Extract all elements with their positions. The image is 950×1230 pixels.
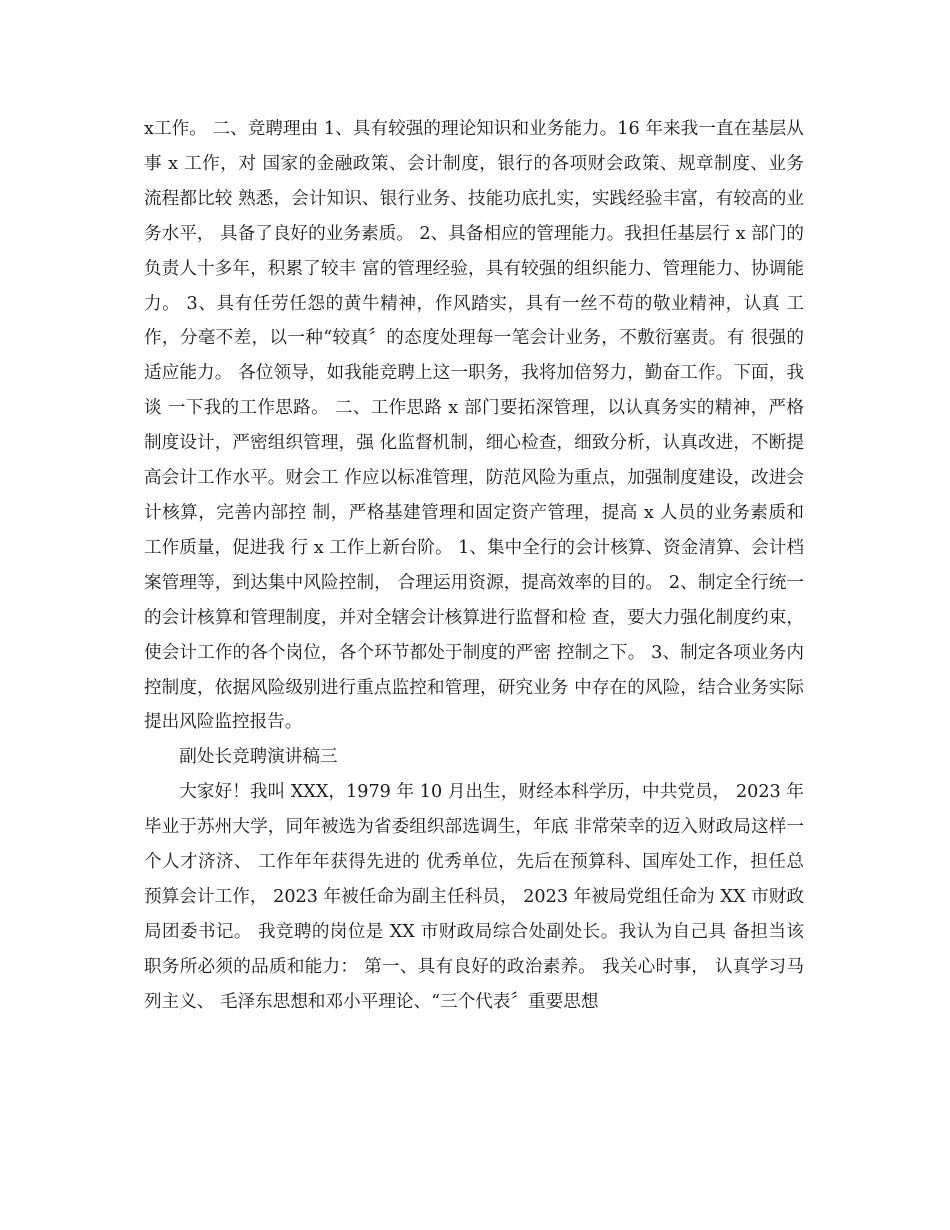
document-body [144,112,804,1020]
body-paragraph: x工作。 二、竞聘理由 1、具有较强的理论知识和业务能力。16 年来我一直在基层从事 x 工作，对 国家的金融政策、会计制度，银行的各项财会政策、规章制度、业务流程都比较 熟悉，会计知识、银行业务、技能功底扎实，实践经验丰富，有较高的业务水平， 具备了良好的业务素质。 2、具备相应的管理能力。我担任基层行 x 部门的负责人十多年，积累了较丰 富的管理经验，具有较强的组织能力、管理能力、协调能力。 3、具有任劳任怨的黄牛精神，作风踏实，具有一丝不苟的敬业精神，认真 工作，分毫不差，以一种“较真〞的态度处理每一笔会计业务，不敷衍塞责。有 很强的适应能力。 各位领导，如我能竞聘上这一职务，我将加倍努力，勤奋工作。下面，我谈 一下我的工作思路。 二、工作思路 x 部门要拓深管理，以认真务实的精神，严格制度设计，严密组织管理，强 化监督机制，细心检查，细致分析，认真改进，不断提高会计工作水平。财会工 作应以标准管理，防范风险为重点，加强制度建设，改进会计核算，完善内部控 制，严格基建管理和固定资产管理，提高 x 人员的业务素质和工作质量，促进我 行 x 工作上新台阶。 1、集中全行的会计核算、资金清算、会计档案管理等，到达集中风险控制， 合理运用资源，提高效率的目的。 2、制定全行统一的会计核算和管理制度，并对全辖会计核算进行监督和检 查，要大力强化制度约束，使会计工作的各个岗位，各个环节都处于制度的严密 控制之下。 3、制定各项业务内控制度，依据风险级别进行重点监控和管理，研究业务 中存在的风险，结合业务实际提出风险监控报告。 [144,119,804,733]
section-heading: 副处长竞聘演讲稿三 [179,747,338,768]
body-paragraph: 大家好！我叫 XXX，1979 年 10 月出生，财经本科学历，中共党员， 2023 年毕业于苏州大学，同年被选为省委组织部选调生，年底 非常荣幸的迈入财政局这样一个人才济济、 工作年年获得先进的 优秀单位，先后在预算科、国库处工作，担任总预算会计工作， 2023 年被任命为副主任科员， 2023 年被局党组任命为 XX 市财政 局团委书记。 我竞聘的岗位是 XX 市财政局综合处副处长。我认为自己具 备担当该职务所必须的品质和能力： 第一、具有良好的政治素养。 我关心时事， 认真学习马列主义、 毛泽东思想和邓小平理论、“三个代表〞重要思想 [144,782,804,1012]
